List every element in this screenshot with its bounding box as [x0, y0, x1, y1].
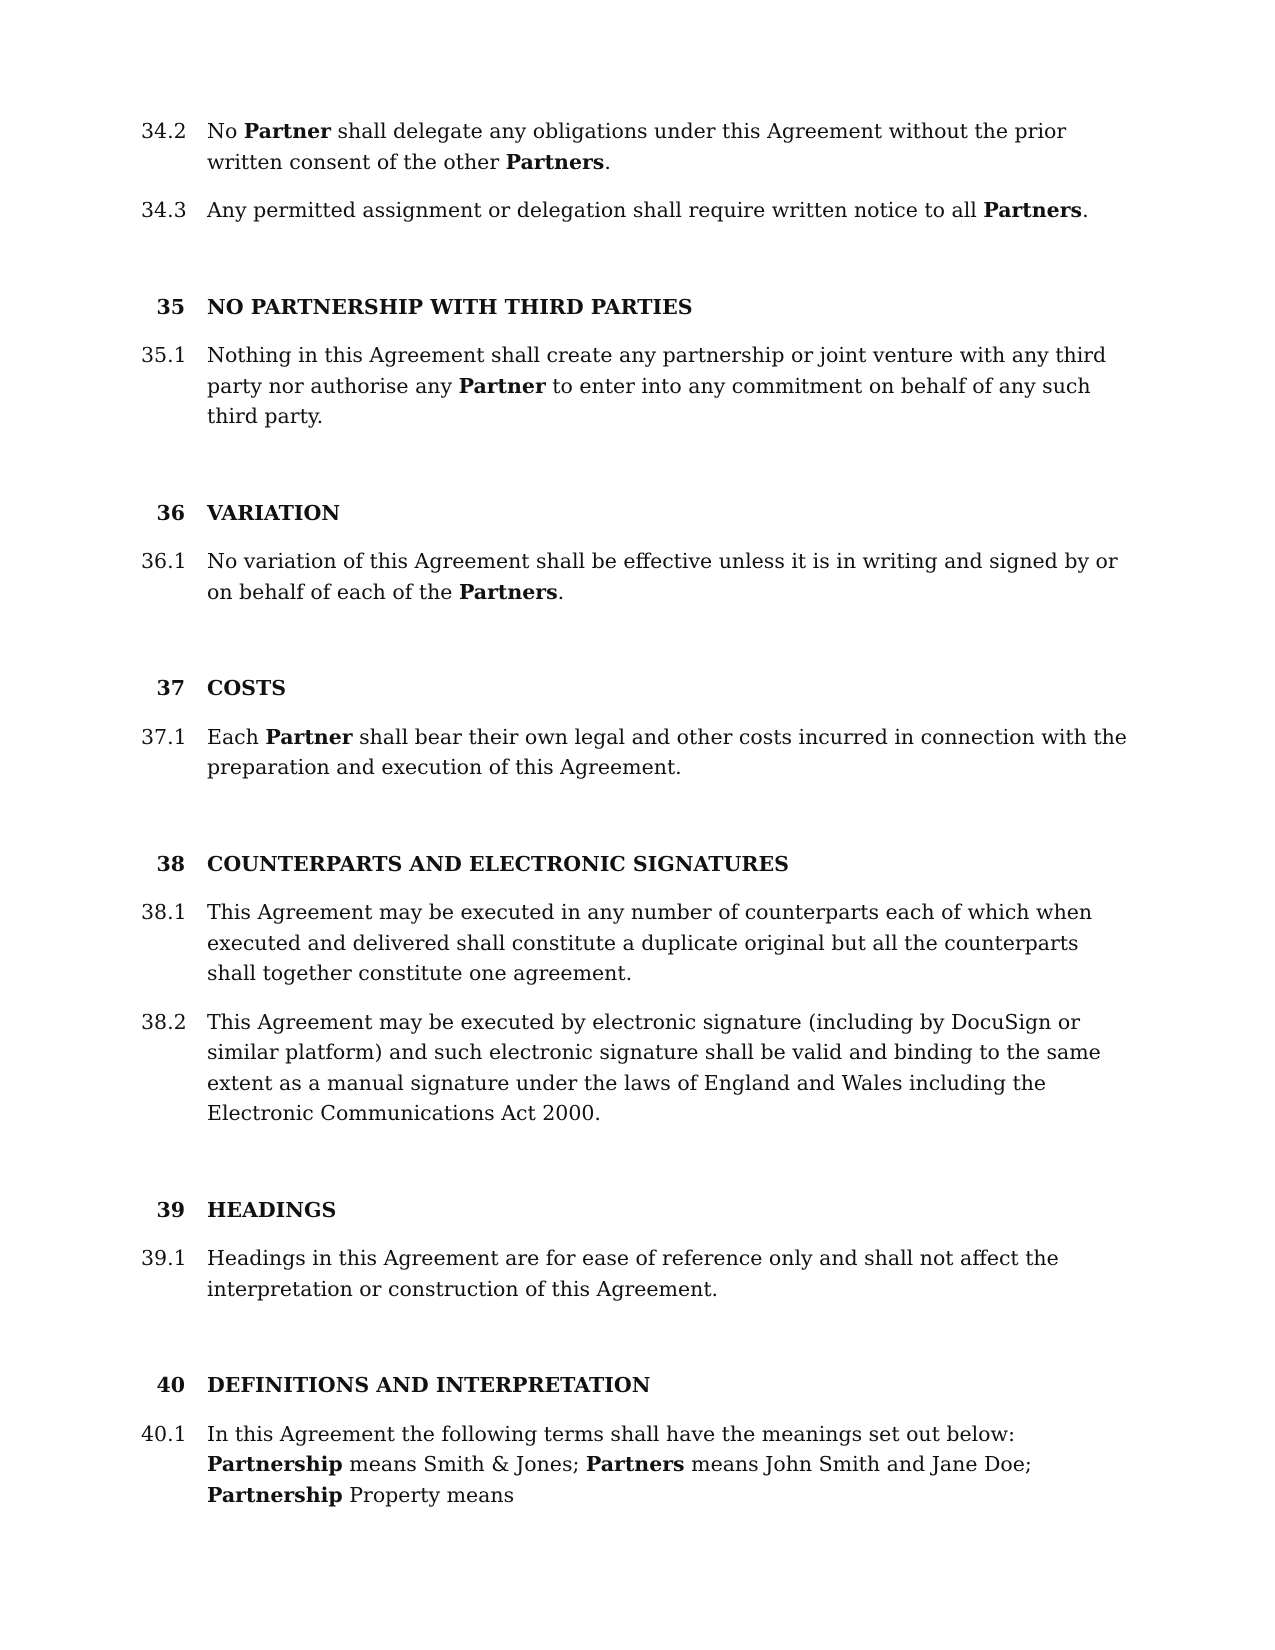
defined-term: Partners	[505, 149, 605, 174]
section-heading-40	[141, 1370, 1131, 1401]
clause-number: 39.1	[141, 1246, 187, 1270]
section-title: DEFINITIONS AND INTERPRETATION	[207, 1373, 651, 1397]
clause-number: 34.3	[141, 198, 187, 222]
section-title: COSTS	[207, 676, 287, 700]
clause-37-1	[141, 722, 1131, 783]
clause-number: 36.1	[141, 549, 187, 573]
section-number: 38	[156, 851, 185, 876]
clause-text: No variation of this Agreement shall be effective unless it is in writing and signed by or on behalf of each of the Partners.	[207, 549, 1118, 604]
clause-text: This Agreement may be executed in any number of counterparts each of which when executed and delivered shall constitute a duplicate original but all the counterparts shall together constitute one agreement.	[207, 900, 1093, 985]
clause-39-1	[141, 1243, 1131, 1304]
defined-term: Partner	[458, 373, 546, 398]
defined-term: Partners	[585, 1452, 685, 1476]
section-number: 40	[156, 1373, 185, 1397]
clause-40-1	[141, 1419, 1131, 1511]
clause-36-1	[141, 546, 1131, 607]
section-heading-35	[141, 292, 1131, 323]
section-heading-37	[141, 673, 1131, 704]
clause-number: 34.2	[141, 119, 187, 143]
clause-text: Each Partner shall bear their own legal and other costs incurred in connection with the preparation and execution of this Agreement.	[207, 724, 1127, 779]
clause-text: No Partner shall delegate any obligations under this Agreement without the prior written consent of the other Partners.	[207, 119, 1067, 174]
section-title: NO PARTNERSHIP WITH THIRD PARTIES	[207, 294, 693, 319]
defined-term: Partner	[265, 724, 353, 749]
defined-term: Partners	[458, 579, 558, 604]
clause-35-1	[141, 340, 1131, 432]
clause-text: Nothing in this Agreement shall create any partnership or joint venture with any third party nor authorise any Partner to enter into any commitment on behalf of any such third party.	[207, 343, 1107, 428]
section-heading-38	[141, 849, 1131, 880]
section-number: 35	[156, 294, 185, 319]
clause-number: 37.1	[141, 724, 187, 749]
clause-number: 38.2	[141, 1009, 187, 1034]
clause-number: 35.1	[141, 343, 187, 367]
clause-text: In this Agreement the following terms shall have the meanings set out below: Partnership means Smith & Jones; Partners means John Smith and Jane Doe; Partnership Property means	[207, 1421, 1032, 1507]
defined-term: Partner	[243, 119, 331, 143]
defined-term: Partnership	[207, 1452, 343, 1476]
section-title: HEADINGS	[207, 1197, 337, 1222]
clause-number: 38.1	[141, 900, 187, 924]
clause-text: Any permitted assignment or delegation shall require written notice to all Partners.	[207, 198, 1089, 222]
section-title: VARIATION	[207, 500, 341, 525]
clause-38-1	[141, 897, 1131, 989]
section-heading-36	[141, 498, 1131, 529]
clause-text: Headings in this Agreement are for ease of reference only and shall not affect the interpretation or construction of this Agreement.	[207, 1246, 1059, 1301]
clause-34-2	[141, 116, 1131, 177]
clause-38-2	[141, 1007, 1131, 1129]
clause-34-3	[141, 195, 1131, 226]
section-title: COUNTERPARTS AND ELECTRONIC SIGNATURES	[207, 851, 789, 876]
section-number: 39	[156, 1197, 185, 1222]
clause-text: This Agreement may be executed by electronic signature (including by DocuSign or similar platform) and such electronic signature shall be valid and binding to the same extent as a manual signature under the laws of England and Wales including the Electronic Communications Act 2000.	[207, 1009, 1101, 1125]
clause-number: 40.1	[141, 1421, 187, 1446]
section-heading-39	[141, 1195, 1131, 1226]
section-number: 37	[156, 676, 185, 700]
defined-term: Partnership	[207, 1482, 343, 1507]
defined-term: Partners	[983, 198, 1083, 222]
section-number: 36	[156, 500, 185, 525]
